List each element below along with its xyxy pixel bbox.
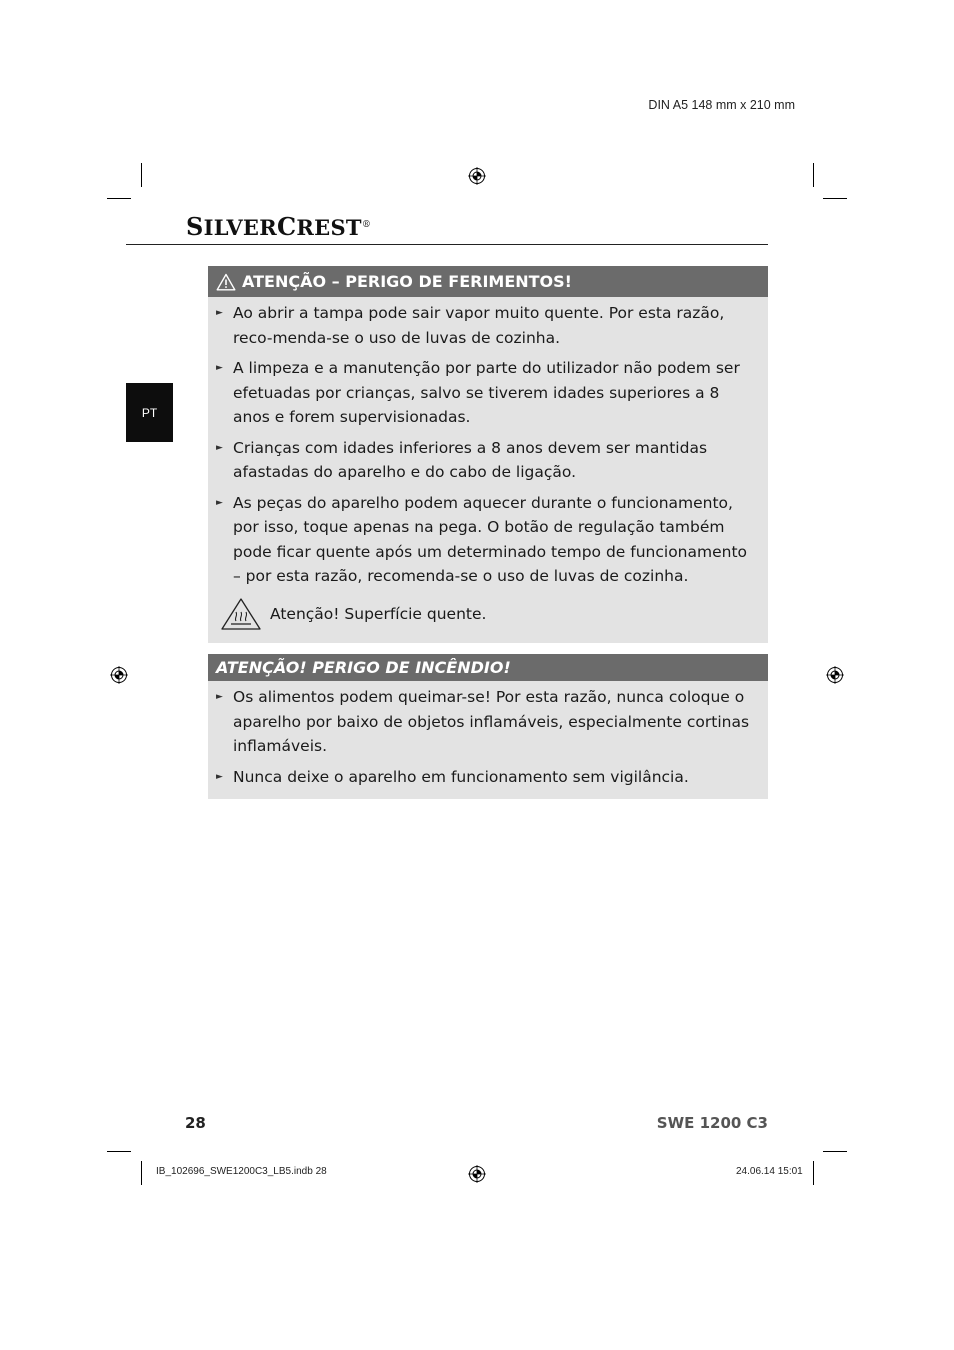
crop-mark bbox=[823, 198, 847, 199]
crop-mark bbox=[813, 1161, 814, 1185]
bullet-arrow-icon: ► bbox=[216, 363, 223, 373]
language-tab: PT bbox=[126, 383, 173, 442]
print-slug-file: IB_102696_SWE1200C3_LB5.indb 28 bbox=[156, 1166, 327, 1177]
crop-mark bbox=[107, 198, 131, 199]
bullet-arrow-icon: ► bbox=[216, 497, 223, 508]
model-name: SWE 1200 C3 bbox=[656, 1114, 768, 1132]
list-item: ► As peças do aparelho podem aquecer durante o funcionamento, por isso, toque apenas na pega. O botão de regulação também pode ficar quente após um determinado tempo de funcionamento – por esta razão, recomenda-se o uso de luvas de cozinha. bbox=[216, 491, 758, 589]
warning-block-injury bbox=[208, 266, 768, 643]
page-number: 28 bbox=[185, 1114, 206, 1132]
registration-target-icon bbox=[468, 1165, 486, 1183]
list-item: ► Crianças com idades inferiores a 8 anos devem ser mantidas afastadas do aparelho e do cabo de ligação. bbox=[216, 436, 758, 485]
warning-heading-fire bbox=[208, 654, 768, 681]
print-slug-datetime: 24.06.14 15:01 bbox=[736, 1166, 803, 1177]
warning-heading-text: ATENÇÃO! PERIGO DE INCÊNDIO! bbox=[216, 658, 511, 677]
crop-mark bbox=[141, 163, 142, 187]
header-rule bbox=[126, 244, 768, 245]
bullet-arrow-icon: ► bbox=[216, 308, 223, 318]
list-item: ► Nunca deixe o aparelho em funcionamento sem vigilância. bbox=[216, 765, 758, 790]
crop-mark bbox=[107, 1151, 131, 1152]
list-item: ► Os alimentos podem queimar-se! Por esta razão, nunca coloque o aparelho por baixo de objetos inflamáveis, especialmente cortinas inflamáveis. bbox=[216, 685, 758, 759]
warning-triangle-icon bbox=[216, 273, 236, 291]
hot-surface-text: Atenção! Superfície quente. bbox=[270, 604, 487, 623]
list-item: ► A limpeza e a manutenção por parte do utilizador não podem ser efetuadas por crianças, salvo se tiverem idades superiores a 8 anos e forem supervisionadas. bbox=[216, 356, 758, 430]
warning-block-fire bbox=[208, 654, 768, 799]
warning-heading-injury bbox=[208, 266, 768, 297]
bullet-arrow-icon: ► bbox=[216, 692, 223, 702]
brand-logo: SILVERCREST® bbox=[186, 212, 372, 241]
warning-heading-text: ATENÇÃO – PERIGO DE FERIMENTOS! bbox=[242, 272, 572, 291]
registration-target-icon bbox=[826, 666, 844, 684]
crop-mark bbox=[823, 1151, 847, 1152]
list-item: ► Ao abrir a tampa pode sair vapor muito quente. Por esta razão, reco-menda-se o uso de luvas de cozinha. bbox=[216, 301, 758, 350]
registration-target-icon bbox=[468, 167, 486, 185]
bullet-arrow-icon: ► bbox=[216, 771, 223, 782]
crop-mark bbox=[813, 163, 814, 187]
registration-target-icon bbox=[110, 666, 128, 684]
hot-surface-icon bbox=[220, 597, 262, 631]
format-note: DIN A5 148 mm x 210 mm bbox=[648, 98, 795, 112]
hot-surface-note bbox=[216, 595, 758, 631]
crop-mark bbox=[141, 1161, 142, 1185]
bullet-arrow-icon: ► bbox=[216, 442, 223, 453]
